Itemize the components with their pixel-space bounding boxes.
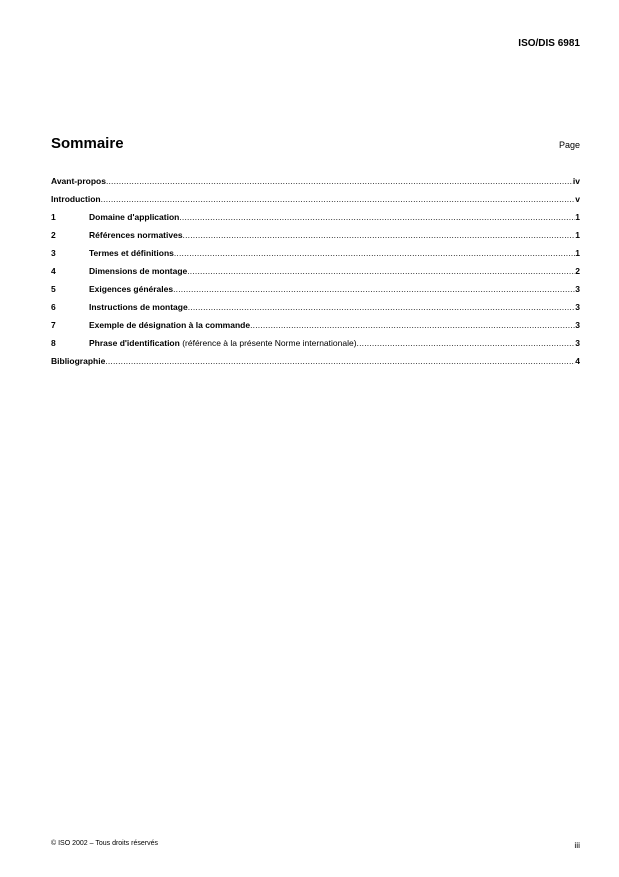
toc-entry-page: 3 [575,320,580,330]
toc-entry-title [89,248,174,258]
toc-dot-leader [357,338,576,348]
toc-entry-title [89,302,188,312]
toc-entry-title-text: Termes et définitions [89,248,174,258]
toc-entry-number: 8 [51,338,56,348]
toc-heading-row [51,135,580,152]
toc-entry-title [89,284,173,294]
toc-entry-page: 1 [575,230,580,240]
page-footer [51,840,580,850]
toc-entry[interactable] [51,176,580,194]
toc-entry-title-text: Dimensions de montage [89,266,188,276]
toc-heading: Sommaire [51,135,124,152]
toc-dot-leader [188,302,576,312]
toc-dot-leader [187,266,575,276]
toc-entry-number: 3 [51,248,56,258]
toc-entry[interactable] [51,320,580,338]
toc-entry-number: 6 [51,302,56,312]
toc-entry-subtitle: (référence à la présente Norme internationale) [179,338,357,348]
toc-entry[interactable] [51,284,580,302]
toc-entry-title-text: Avant-propos [51,176,106,186]
toc-entry[interactable] [51,356,580,374]
toc-dot-leader [250,320,575,330]
toc-dot-leader [183,230,576,240]
toc-dot-leader [173,284,575,294]
toc-entry-title-text: Exemple de désignation à la commande [89,320,251,330]
toc-entry-page: 3 [575,302,580,312]
toc-dot-leader [105,356,575,366]
toc-entry[interactable] [51,338,580,356]
toc-entry[interactable] [51,248,580,266]
toc-entry-number: 7 [51,320,56,330]
toc-entry-title [89,266,187,276]
toc-entry-number: 5 [51,284,56,294]
toc-entry-title-text: Bibliographie [51,356,106,366]
toc-entry-title [89,212,179,222]
toc-entry-title-text: Domaine d'application [89,212,180,222]
toc-entry-number: 2 [51,230,56,240]
toc-entry-title [51,194,101,204]
toc-entry-title [89,320,250,330]
toc-entry-page: 3 [575,284,580,294]
toc-entry[interactable] [51,194,580,212]
toc-entry-page: v [575,194,580,204]
toc-entry[interactable] [51,302,580,320]
toc-entry-title-text: Phrase d'identification [89,338,180,348]
toc-entry[interactable] [51,266,580,284]
toc-dot-leader [101,194,576,204]
toc-entry-page: 3 [575,338,580,348]
table-of-contents [51,176,580,374]
toc-entry[interactable] [51,230,580,248]
toc-entry-page: iv [572,176,580,186]
page-number: iii [574,840,580,850]
toc-entry-title [51,356,105,366]
toc-dot-leader [106,176,573,186]
toc-entry[interactable] [51,212,580,230]
toc-dot-leader [174,248,575,258]
toc-entry-title-text: Références normatives [89,230,183,240]
toc-entry-title [89,230,183,240]
copyright-notice: © ISO 2002 – Tous droits réservés [51,840,158,847]
toc-entry-title [51,176,106,186]
toc-entry-page: 1 [575,248,580,258]
toc-entry-number: 4 [51,266,56,276]
toc-dot-leader [179,212,575,222]
toc-entry-page: 4 [575,356,580,366]
toc-entry-title [89,338,357,348]
toc-entry-title-text: Instructions de montage [89,302,188,312]
toc-entry-title-text: Exigences générales [89,284,174,294]
toc-entry-title-text: Introduction [51,194,101,204]
toc-entry-page: 2 [575,266,580,276]
toc-entry-number: 1 [51,212,56,222]
toc-entry-page: 1 [575,212,580,222]
document-id: ISO/DIS 6981 [518,38,580,49]
page-column-label: Page [558,140,580,150]
